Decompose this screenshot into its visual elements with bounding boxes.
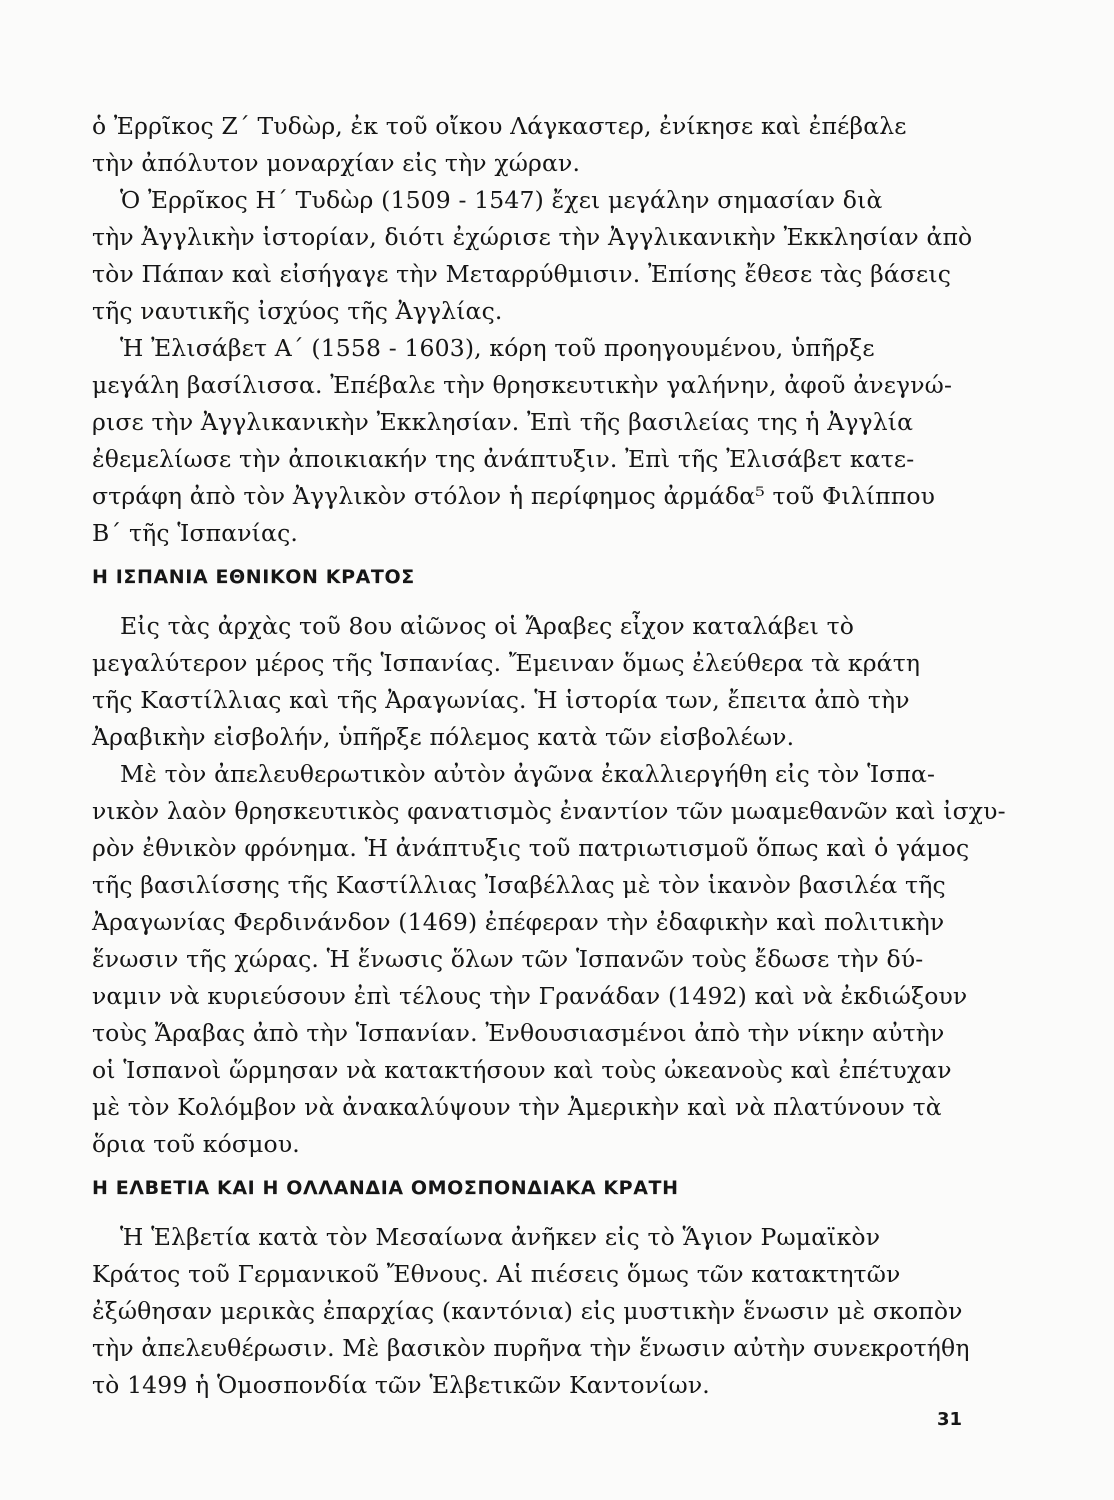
text-line: Εἰς τὰς ἀρχὰς τοῦ 8ου αἰῶνος οἱ Ἄραβες εἶχον καταλάβει τὸ <box>120 612 855 640</box>
text-line: μεγαλύτερον μέρος τῆς Ἱσπανίας. Ἔμειναν ὅμως ἐλεύθερα τὰ κράτη <box>92 649 921 677</box>
text-line: στράφη ἀπὸ τὸν Ἀγγλικὸν στόλον ἡ περίφημος ἀρμάδα⁵ τοῦ Φιλίππου <box>92 482 936 510</box>
text-line: μὲ τὸν Κολόμβον νὰ ἀνακαλύψουν τὴν Ἀμερικὴν καὶ νὰ πλατύνουν τὰ <box>92 1093 942 1121</box>
text-line: ρισε τὴν Ἀγγλικανικὴν Ἐκκλησίαν. Ἐπὶ τῆς βασιλείας της ἡ Ἀγγλία <box>92 408 914 436</box>
text-line: τὸν Πάπαν καὶ εἰσήγαγε τὴν Μεταρρύθμισιν. Ἐπίσης ἔθεσε τὰς βάσεις <box>92 260 952 288</box>
text-line: μεγάλη βασίλισσα. Ἐπέβαλε τὴν θρησκευτικὴν γαλήνην, ἀφοῦ ἀνεγνώ- <box>92 371 953 399</box>
text-line: ρὸν ἐθνικὸν φρόνημα. Ἡ ἀνάπτυξις τοῦ πατριωτισμοῦ ὅπως καὶ ὁ γάμος <box>92 834 970 862</box>
text-line: ναμιν νὰ κυριεύσουν ἐπὶ τέλους τὴν Γρανάδαν (1492) καὶ νὰ ἐκδιώξουν <box>92 982 968 1010</box>
paragraph <box>92 756 1006 1163</box>
paragraph <box>92 182 973 330</box>
text-line: νικὸν λαὸν θρησκευτικὸς φανατισμὸς ἐναντίον τῶν μωαμεθανῶν καὶ ἰσχυ- <box>92 797 1006 825</box>
heading-spain: Η ΙΣΠΑΝΙΑ ΕΘΝΙΚΟΝ ΚΡΑΤΟΣ <box>92 566 415 588</box>
text-line: Ἀραβικὴν εἰσβολήν, ὑπῆρξε πόλεμος κατὰ τῶν εἰσβολέων. <box>92 723 795 751</box>
text-line: Ἡ Ἑλβετία κατὰ τὸν Μεσαίωνα ἀνῆκεν εἰς τὸ Ἅγιον Ρωμαϊκὸν <box>120 1223 881 1251</box>
text-line: ἐξώθησαν μερικὰς ἐπαρχίας (καντόνια) εἰς μυστικὴν ἕνωσιν μὲ σκοπὸν <box>92 1297 963 1325</box>
section-spain <box>92 608 1006 1163</box>
text-line: τῆς Καστίλλιας καὶ τῆς Ἀραγωνίας. Ἡ ἱστορία των, ἔπειτα ἀπὸ τὴν <box>92 686 910 714</box>
text-line: τὴν ἀπελευθέρωσιν. Μὲ βασικὸν πυρῆνα τὴν ἕνωσιν αὐτὴν συνεκροτήθη <box>92 1334 970 1362</box>
paragraph <box>92 330 952 552</box>
text-line: τὴν ἀπόλυτον μοναρχίαν εἰς τὴν χώραν. <box>92 149 581 177</box>
section-switzerland <box>92 1219 970 1404</box>
text-line: ὅρια τοῦ κόσμου. <box>92 1130 300 1158</box>
text-line: τὸ 1499 ἡ Ὁμοσπονδία τῶν Ἑλβετικῶν Καντονίων. <box>92 1371 710 1399</box>
paragraph <box>92 1219 970 1404</box>
section-tudors <box>92 108 973 552</box>
text-line: ἕνωσιν τῆς χώρας. Ἡ ἕνωσις ὅλων τῶν Ἱσπανῶν τοὺς ἔδωσε τὴν δύ- <box>92 945 924 973</box>
text-line: Ἀραγωνίας Φερδινάνδον (1469) ἐπέφεραν τὴν ἐδαφικὴν καὶ πολιτικὴν <box>92 908 945 936</box>
text-line: Β΄ τῆς Ἱσπανίας. <box>92 519 298 547</box>
text-line: τῆς βασιλίσσης τῆς Καστίλλιας Ἰσαβέλλας μὲ τὸν ἱκανὸν βασιλέα τῆς <box>92 871 946 899</box>
text-line: Κράτος τοῦ Γερμανικοῦ Ἔθνους. Αἱ πιέσεις ὅμως τῶν κατακτητῶν <box>92 1260 901 1288</box>
text-line: ὁ Ἐρρῖκος Ζ΄ Τυδὼρ, ἐκ τοῦ οἴκου Λάγκαστερ, ἐνίκησε καὶ ἐπέβαλε <box>92 112 907 140</box>
page-number: 31 <box>936 1409 962 1430</box>
paragraph <box>92 108 952 182</box>
text-line: οἱ Ἱσπανοὶ ὥρμησαν νὰ κατακτήσουν καὶ τοὺς ὠκεανοὺς καὶ ἐπέτυχαν <box>92 1056 952 1084</box>
text-line: Ἡ Ἐλισάβετ Α΄ (1558 - 1603), κόρη τοῦ προηγουμένου, ὑπῆρξε <box>120 334 875 362</box>
text-line: τοὺς Ἄραβας ἀπὸ τὴν Ἱσπανίαν. Ἐνθουσιασμένοι ἀπὸ τὴν νίκην αὐτὴν <box>92 1019 945 1047</box>
heading-switzerland-holland: Η ΕΛΒΕΤΙΑ ΚΑΙ Η ΟΛΛΑΝΔΙΑ ΟΜΟΣΠΟΝΔΙΑΚΑ ΚΡΑΤΗ <box>92 1177 679 1199</box>
text-line: ἐθεμελίωσε τὴν ἀποικιακήν της ἀνάπτυξιν. Ἐπὶ τῆς Ἐλισάβετ κατε- <box>92 445 915 473</box>
text-line: τὴν Ἀγγλικὴν ἱστορίαν, διότι ἐχώρισε τὴν Ἀγγλικανικὴν Ἐκκλησίαν ἀπὸ <box>92 223 973 251</box>
text-line: Ὁ Ἐρρῖκος Η΄ Τυδὼρ (1509 - 1547) ἔχει μεγάλην σημασίαν διὰ <box>120 186 883 214</box>
paragraph <box>92 608 952 756</box>
page-body <box>92 108 1006 1404</box>
text-line: Μὲ τὸν ἀπελευθερωτικὸν αὐτὸν ἀγῶνα ἐκαλλιεργήθη εἰς τὸν Ἱσπα- <box>120 760 936 788</box>
text-line: τῆς ναυτικῆς ἰσχύος τῆς Ἀγγλίας. <box>92 297 503 325</box>
